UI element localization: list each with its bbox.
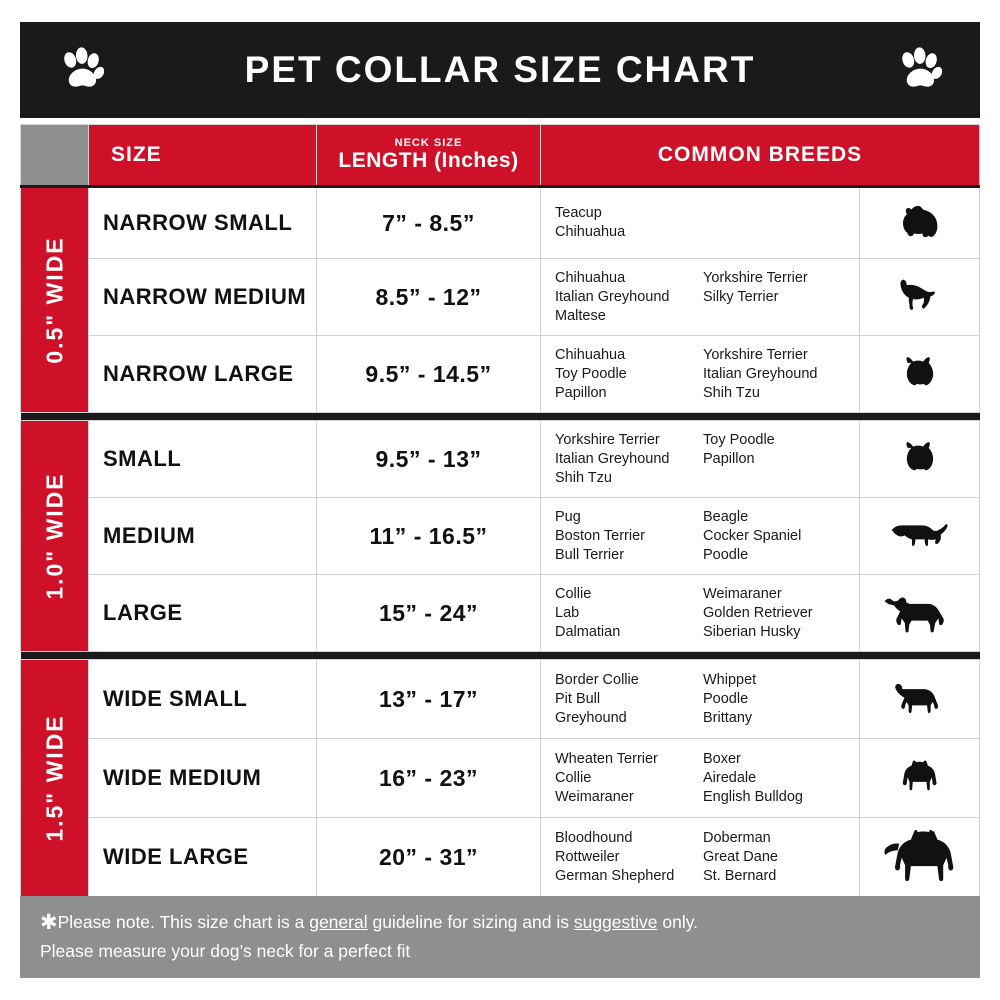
- width-band-label: 1.0" WIDE: [41, 472, 67, 600]
- breed-item: Golden Retriever: [703, 604, 813, 621]
- breed-item: Italian Greyhound: [555, 288, 670, 305]
- dog-silhouette-icon: [860, 187, 980, 259]
- breed-column-1: [555, 269, 703, 326]
- breed-item: Whippet: [703, 671, 757, 688]
- breed-item: Toy Poodle: [703, 431, 775, 448]
- breed-item: Great Dane: [703, 848, 778, 865]
- breed-item: St. Bernard: [703, 867, 777, 884]
- cell-size: NARROW LARGE: [89, 336, 317, 413]
- size-table: [20, 124, 980, 897]
- breed-item: Teacup: [555, 205, 602, 221]
- cell-breeds: [541, 818, 860, 897]
- breed-column-1: [555, 671, 703, 728]
- breed-item: Bloodhound: [555, 829, 633, 846]
- header-length: [317, 125, 541, 187]
- breed-column-1: [555, 346, 703, 403]
- breed-column-1: [555, 508, 703, 565]
- breed-item: Bull Terrier: [555, 546, 625, 563]
- cell-size: SMALL: [89, 421, 317, 498]
- footnote-line-2: Please measure your dog’s neck for a perfect fit: [40, 941, 411, 961]
- header-length-sub: NECK SIZE: [394, 137, 463, 149]
- breed-item: Yorkshire Terrier: [703, 346, 808, 363]
- table-row: [21, 575, 980, 652]
- header-breeds: COMMON BREEDS: [541, 125, 980, 187]
- cell-breeds: [541, 739, 860, 818]
- breed-item: Yorkshire Terrier: [555, 431, 660, 448]
- breed-column-2: [703, 269, 851, 326]
- group-separator: [21, 413, 980, 421]
- cell-breeds: [541, 660, 860, 739]
- breed-item: Papillon: [555, 384, 607, 401]
- width-band-label: 1.5" WIDE: [41, 714, 67, 842]
- cell-length: 20” - 31”: [317, 818, 541, 897]
- header-size: SIZE: [89, 125, 317, 187]
- breed-item: Doberman: [703, 829, 771, 846]
- breed-item: Shih Tzu: [703, 384, 760, 401]
- cell-breeds: [541, 575, 860, 652]
- breed-item: Poodle: [703, 690, 749, 707]
- cell-size: LARGE: [89, 575, 317, 652]
- cell-length: 15” - 24”: [317, 575, 541, 652]
- cell-size: NARROW SMALL: [89, 187, 317, 259]
- breed-item: Poodle: [703, 546, 749, 563]
- table-header-row: [21, 125, 980, 187]
- breed-column-1: [555, 204, 703, 242]
- breed-item: Border Collie: [555, 671, 639, 688]
- table-row: [21, 660, 980, 739]
- table-row: [21, 498, 980, 575]
- breed-item: Italian Greyhound: [703, 365, 818, 382]
- breed-item: Collie: [555, 585, 592, 602]
- breed-column-2: [703, 204, 851, 242]
- cell-size: WIDE SMALL: [89, 660, 317, 739]
- breed-item: Siberian Husky: [703, 623, 801, 640]
- breed-column-1: [555, 829, 703, 886]
- breed-item: Yorkshire Terrier: [703, 269, 808, 286]
- breed-item: Wheaten Terrier: [555, 750, 658, 767]
- dog-silhouette-icon: [860, 259, 980, 336]
- breed-column-2: [703, 431, 851, 488]
- breed-column-2: [703, 671, 851, 728]
- breed-item: Rottweiler: [555, 848, 620, 865]
- breed-item: Weimaraner: [703, 585, 782, 602]
- table-row: [21, 259, 980, 336]
- breed-column-1: [555, 585, 703, 642]
- footnote-underline-suggestive: suggestive: [573, 912, 658, 932]
- breed-item: Chihuahua: [555, 224, 626, 240]
- paw-icon: [58, 47, 104, 93]
- dog-silhouette-icon: [860, 336, 980, 413]
- width-band-0: [21, 187, 89, 413]
- breed-item: Pug: [555, 508, 581, 525]
- table-row: [21, 421, 980, 498]
- breed-item: Chihuahua: [555, 269, 626, 286]
- breed-item: Greyhound: [555, 709, 627, 726]
- breed-column-2: [703, 585, 851, 642]
- breed-item: Cocker Spaniel: [703, 527, 802, 544]
- footnote-underline-general: general: [309, 912, 368, 932]
- cell-breeds: [541, 498, 860, 575]
- breed-item: Beagle: [703, 508, 749, 525]
- table-row: [21, 336, 980, 413]
- table-row: [21, 739, 980, 818]
- breed-item: Boston Terrier: [555, 527, 645, 544]
- asterisk-icon: ✱: [40, 911, 58, 934]
- breed-column-1: [555, 431, 703, 488]
- footnote: [20, 896, 980, 978]
- cell-size: WIDE MEDIUM: [89, 739, 317, 818]
- breed-item: Maltese: [555, 307, 606, 324]
- width-band-label: 0.5" WIDE: [41, 236, 67, 364]
- cell-length: 8.5” - 12”: [317, 259, 541, 336]
- breed-item: Silky Terrier: [703, 288, 779, 305]
- breed-item: Pit Bull: [555, 690, 601, 707]
- breed-item: Toy Poodle: [555, 365, 627, 382]
- dog-silhouette-icon: [860, 660, 980, 739]
- cell-length: 9.5” - 14.5”: [317, 336, 541, 413]
- breed-item: Papillon: [703, 450, 755, 467]
- cell-breeds: [541, 336, 860, 413]
- breed-item: English Bulldog: [703, 788, 803, 805]
- breed-item: Weimaraner: [555, 788, 634, 805]
- width-band-2: [21, 660, 89, 897]
- footnote-line-1: [40, 908, 960, 937]
- dog-silhouette-icon: [860, 575, 980, 652]
- footnote-text-pre: Please note. This size chart is a: [57, 912, 310, 932]
- header-width-blank: [21, 125, 89, 187]
- breed-item: Dalmatian: [555, 623, 621, 640]
- cell-length: 11” - 16.5”: [317, 498, 541, 575]
- breed-item: Collie: [555, 769, 592, 786]
- breed-item: German Shepherd: [555, 867, 675, 884]
- header-length-main: LENGTH (Inches): [338, 149, 519, 172]
- breed-column-2: [703, 508, 851, 565]
- breed-item: Chihuahua: [555, 346, 626, 363]
- cell-breeds: [541, 421, 860, 498]
- breed-column-2: [703, 829, 851, 886]
- cell-size: NARROW MEDIUM: [89, 259, 317, 336]
- cell-breeds: [541, 259, 860, 336]
- table-row: [21, 818, 980, 897]
- breed-item: Lab: [555, 604, 580, 621]
- footnote-text-post: only.: [657, 912, 699, 932]
- cell-breeds: [541, 187, 860, 259]
- breed-item: Boxer: [703, 750, 741, 767]
- chart-header: [20, 22, 980, 118]
- footnote-text-mid: guideline for sizing and is: [367, 912, 574, 932]
- breed-column-1: [555, 750, 703, 807]
- width-band-1: [21, 421, 89, 652]
- cell-length: 9.5” - 13”: [317, 421, 541, 498]
- dog-silhouette-icon: [860, 818, 980, 897]
- dog-silhouette-icon: [860, 421, 980, 498]
- dog-silhouette-icon: [860, 498, 980, 575]
- cell-length: 16” - 23”: [317, 739, 541, 818]
- dog-silhouette-icon: [860, 739, 980, 818]
- breed-item: Brittany: [703, 709, 753, 726]
- cell-length: 13” - 17”: [317, 660, 541, 739]
- breed-item: Airedale: [703, 769, 757, 786]
- breed-column-2: [703, 346, 851, 403]
- cell-length: 7” - 8.5”: [317, 187, 541, 259]
- page-title: PET COLLAR SIZE CHART: [244, 49, 756, 90]
- group-separator: [21, 652, 980, 660]
- breed-item: Shih Tzu: [555, 469, 612, 486]
- breed-column-2: [703, 750, 851, 807]
- breed-item: Italian Greyhound: [555, 450, 670, 467]
- paw-icon: [896, 47, 942, 93]
- table-row: [21, 187, 980, 259]
- cell-size: MEDIUM: [89, 498, 317, 575]
- cell-size: WIDE LARGE: [89, 818, 317, 897]
